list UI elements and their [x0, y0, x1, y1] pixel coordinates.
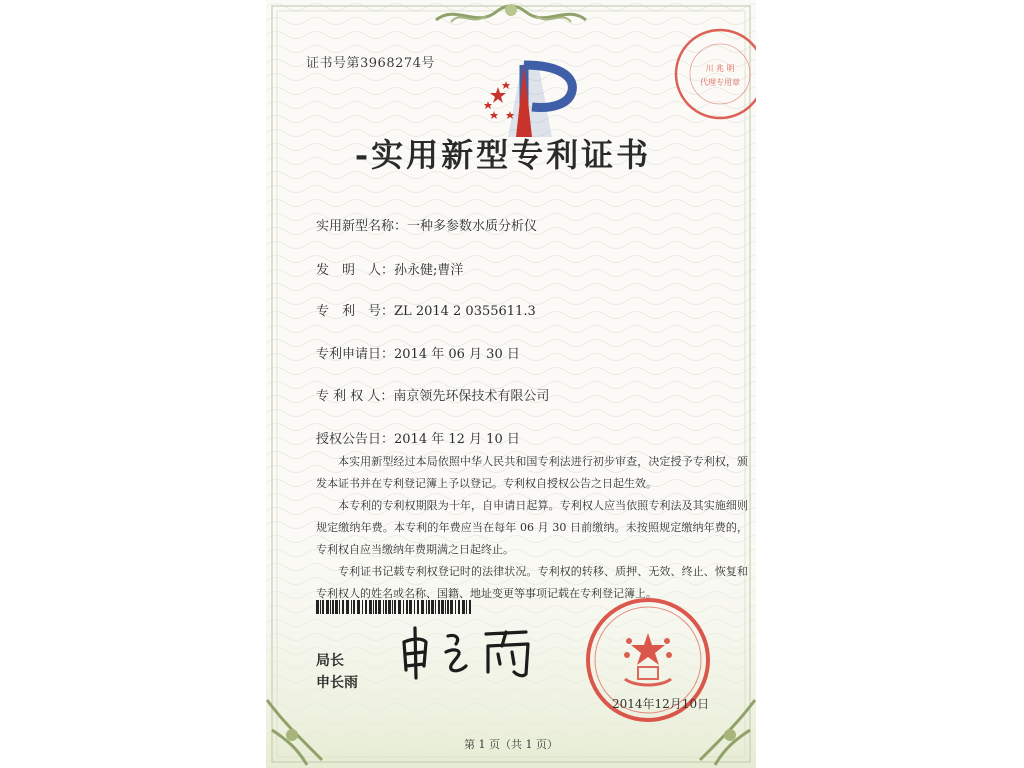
field-label: 专利申请日：: [316, 347, 395, 362]
field-label: 授权公告日：: [316, 432, 395, 447]
body-paragraph: 专利证书记载专利权登记时的法律状况。专利权的转移、质押、无效、终止、恢复和专利权人的姓名或名称、国籍、地址变更等事项记载在专利登记簿上。: [316, 565, 748, 600]
field-utility-model-name: [316, 215, 537, 234]
field-label: 专 利 号：: [316, 304, 395, 319]
floral-ornament-top: [431, 0, 591, 32]
field-inventor: [316, 259, 463, 278]
field-value: ZL 2014 2 0355611.3: [394, 304, 536, 319]
barcode: [316, 600, 472, 614]
field-value: 2014 年 06 月 30 日: [394, 347, 520, 362]
certificate-body-text: [316, 451, 748, 605]
field-filing-date: [316, 343, 520, 362]
signatory-role: 局长: [316, 653, 344, 669]
patent-certificate: [266, 0, 756, 768]
field-patent-number: [316, 300, 536, 319]
page-indicator: 第 1 页（共 1 页）: [464, 738, 558, 751]
body-paragraph: 本专利的专利权期限为十年，自申请日起算。专利权人应当依照专利法及其实施细则规定缴纳年费。本专利的年费应当在每年 06 月 30 日前缴纳。未按照规定缴纳年费的，专利权自应当缴纳年费期满之日起终止。: [316, 499, 748, 556]
certificate-number: 证书号第3968274号: [306, 56, 435, 71]
signatory-name: 申长雨: [316, 675, 358, 691]
field-value: 一种多参数水质分析仪: [407, 219, 538, 234]
field-value: 南京领先环保技术有限公司: [393, 389, 550, 404]
ip-office-logo-icon: [480, 57, 582, 141]
floral-ornament-bottom-left: [266, 690, 352, 768]
field-label: 发 明 人：: [316, 263, 395, 278]
handwritten-signature: [396, 622, 546, 680]
field-value: 2014 年 12 月 10 日: [394, 432, 520, 447]
body-paragraph: 本实用新型经过本局依照中华人民共和国专利法进行初步审查，决定授予专利权，颁发本证书并在专利登记簿上予以登记。专利权自授权公告之日起生效。: [316, 455, 748, 490]
field-value: 孙永健;曹洋: [394, 263, 464, 278]
field-grant-date: [316, 428, 520, 447]
field-label: 实用新型名称：: [316, 219, 408, 234]
field-patentee: [316, 385, 549, 404]
agency-seal-stamp: [671, 25, 756, 123]
certificate-title: -实用新型专利证书: [354, 136, 652, 174]
stamp-date: 2014年12月10日: [612, 697, 710, 711]
svg-text:川 兆 明: 川 兆 明: [705, 64, 735, 73]
svg-text:代理专用章: 代理专用章: [700, 78, 740, 87]
field-label: 专 利 权 人：: [316, 389, 394, 404]
